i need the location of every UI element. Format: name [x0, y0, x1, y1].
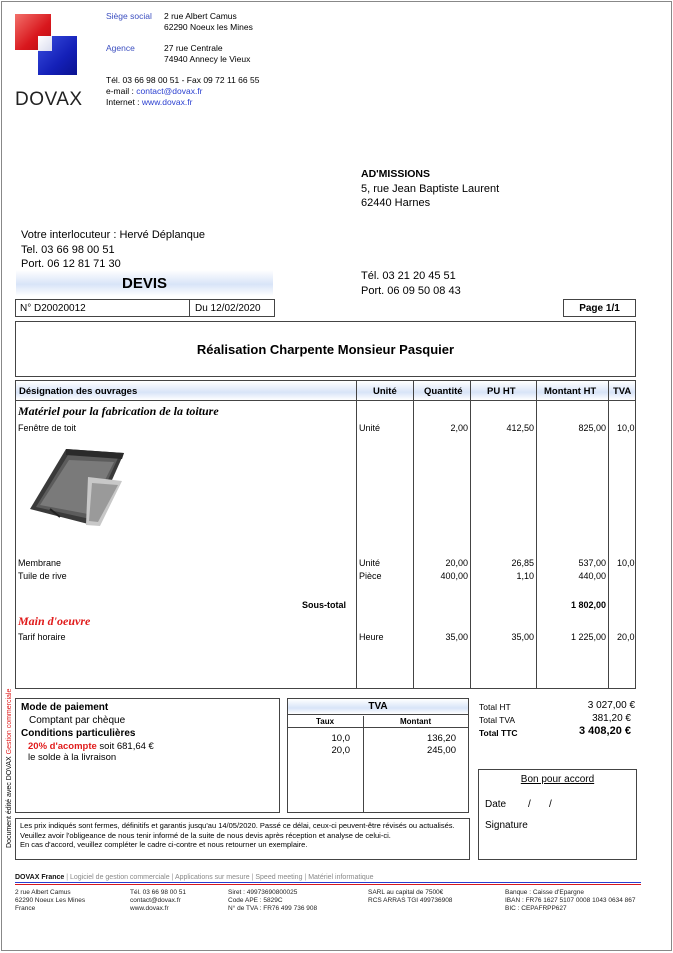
row-quantite: 2,00	[450, 423, 468, 433]
row-montant: 440,00	[578, 571, 606, 581]
total-ht-value: 3 027,00 €	[587, 700, 635, 711]
company-email-line	[106, 86, 259, 97]
quote-title: Réalisation Charpente Monsieur Pasquier	[15, 321, 636, 377]
siege-label: Siège social	[106, 11, 152, 21]
row-montant: 1 225,00	[570, 632, 606, 642]
company-contact	[106, 75, 259, 108]
company-logo-text: DOVAX	[15, 89, 83, 110]
page-number: Page 1/1	[563, 299, 636, 317]
client-phones	[361, 269, 461, 298]
footer-capital	[368, 889, 452, 905]
row-montant: 825,00	[578, 423, 606, 433]
table-header	[16, 381, 635, 401]
company-web-line	[106, 97, 259, 108]
footer-bank	[505, 889, 635, 913]
footer-bar: DOVAX France | Logiciel de gestion commerciale | Applications sur mesure | Speed meeting | Matériel informatique	[15, 874, 374, 881]
footer-text: Code APE : 5829C	[228, 897, 283, 904]
footer-text: France	[15, 905, 36, 912]
tva-row-montant: 245,00	[426, 745, 456, 756]
row-unite: Heure	[359, 632, 384, 642]
row-pu: 1,10	[516, 571, 534, 581]
acompte-amount: soit 681,64 €	[96, 741, 154, 752]
agence-line2: 74940 Annecy le Vieux	[164, 54, 251, 64]
tva-row-taux: 20,0	[331, 745, 350, 756]
footer-link[interactable]: Logiciel de gestion commerciale	[70, 874, 170, 881]
footer-contact	[130, 889, 186, 913]
agence-address	[164, 43, 250, 65]
email-label: e-mail :	[106, 86, 137, 96]
quote-page	[1, 1, 672, 951]
row-montant: 537,00	[578, 558, 606, 568]
row-unite: Unité	[359, 423, 381, 433]
header-montant-ht: Montant HT	[544, 386, 597, 397]
row-pu: 26,85	[511, 558, 534, 568]
tva-col-taux: Taux	[316, 717, 335, 726]
client-tel: Tél. 03 21 20 45 51	[361, 270, 456, 282]
row-quantite: 400,00	[440, 571, 468, 581]
footer-text: RCS ARRAS TGI 499736908	[368, 897, 453, 904]
footer-text: BIC : CEPAFRPP627	[505, 905, 567, 912]
row-quantite: 35,00	[445, 632, 468, 642]
siege-address	[164, 11, 253, 33]
tva-row-montant: 136,20	[426, 733, 456, 744]
internet-label: Internet :	[106, 97, 142, 107]
footer-text: www.dovax.fr	[130, 905, 169, 912]
contact-tel: Tel. 03 66 98 00 51	[21, 243, 115, 256]
tva-subheader	[288, 716, 468, 728]
document-type: DEVIS	[16, 270, 273, 296]
client-port: Port. 06 09 50 08 43	[361, 284, 461, 297]
approval-date-slash: /	[528, 799, 531, 810]
legal-line: En cas d'accord, veuillez compléter le cadre ci-contre et nous retourner un exemplaire.	[20, 840, 308, 849]
vertical-credit	[6, 689, 13, 848]
tva-divider	[363, 716, 364, 813]
footer-brand: DOVAX France	[15, 874, 65, 881]
client-address2: 62440 Harnes	[361, 197, 431, 209]
total-ttc-value: 3 408,20 €	[579, 725, 631, 737]
footer-address	[15, 889, 85, 913]
quote-number: N° D20020012	[15, 299, 190, 317]
footer-link[interactable]: Matériel informatique	[308, 874, 374, 881]
siege-line1: 2 rue Albert Camus	[164, 11, 237, 21]
column-divider	[356, 381, 357, 688]
acompte-line	[28, 741, 154, 752]
client-address1: 5, rue Jean Baptiste Laurent	[361, 182, 500, 195]
footer-legal-ids	[228, 889, 317, 913]
header-tva: TVA	[613, 386, 632, 397]
payment-box	[15, 698, 280, 813]
column-divider	[608, 381, 609, 688]
total-ttc-label: Total TTC	[479, 728, 518, 738]
footer-text: 2 rue Albert Camus	[15, 889, 71, 896]
footer-divider-blue	[15, 882, 641, 883]
company-tel-fax: Tél. 03 66 98 00 51 - Fax 09 72 11 66 55	[106, 75, 260, 85]
tva-box	[287, 698, 469, 813]
contact-person: Votre interlocuteur : Hervé Déplanque	[21, 229, 206, 241]
subtotal-label: Sous-total	[302, 600, 346, 610]
row-unite: Unité	[359, 558, 381, 568]
contact-port: Port. 06 12 81 71 30	[21, 258, 121, 270]
header-quantite: Quantité	[424, 386, 463, 397]
header-designation: Désignation des ouvrages	[19, 386, 138, 397]
approval-date-label: Date	[485, 799, 507, 810]
footer-link[interactable]: Speed meeting	[255, 874, 303, 881]
acompte-percent: 20% d'acompte	[28, 741, 97, 752]
payment-mode: Comptant par chèque	[29, 715, 126, 726]
email-link[interactable]: contact@dovax.fr	[136, 86, 203, 96]
footer-text: N° de TVA : FR76 499 736 908	[228, 905, 318, 912]
tva-title: TVA	[288, 699, 468, 715]
approval-box	[478, 769, 637, 860]
row-unite: Pièce	[359, 571, 382, 581]
logo-overlap	[38, 36, 52, 51]
agence-line1: 27 rue Centrale	[164, 43, 223, 53]
footer-text: Tél. 03 66 98 00 51	[130, 889, 187, 896]
agence-label: Agence	[106, 43, 135, 53]
total-tva-label: Total TVA	[479, 715, 516, 725]
footer-text: 62290 Noeux Les Mines	[15, 897, 86, 904]
items-table	[15, 380, 636, 689]
row-pu: 412,50	[506, 423, 534, 433]
section-materiel: Matériel pour la fabrication de la toiture	[18, 404, 219, 418]
legal-line: Veuillez avoir l'obligeance de nous tenir informé de la suite de nous devis après réception et analyse de celui-ci.	[20, 830, 391, 840]
footer-link[interactable]: Applications sur mesure	[174, 874, 250, 881]
row-designation: Membrane	[18, 558, 62, 568]
conditions-title: Conditions particulières	[21, 728, 136, 739]
footer-text: Siret : 49973690800025	[228, 889, 298, 896]
siege-line2: 62290 Noeux les Mines	[164, 22, 253, 32]
row-designation: Tuile de rive	[18, 571, 67, 581]
legal-line: Les prix indiqués sont fermes, définitifs et garantis jusqu'au 14/05/2020. Passé ce délai, ceux-ci peuvent-être révisés ou actualisés.	[20, 821, 455, 830]
subtotal-value: 1 802,00	[570, 600, 606, 610]
header-pu-ht: PU HT	[487, 386, 516, 397]
roof-window-image	[26, 447, 126, 527]
row-tva: 20,0	[617, 632, 635, 642]
row-tva: 10,0	[617, 558, 635, 568]
website-link[interactable]: www.dovax.fr	[141, 97, 193, 107]
vertical-credit-link[interactable]: Gestion commerciale	[6, 688, 13, 755]
quote-date: Du 12/02/2020	[189, 299, 275, 317]
payment-title: Mode de paiement	[21, 702, 109, 713]
row-quantite: 20,00	[445, 558, 468, 568]
footer-divider-red	[15, 884, 641, 885]
footer-text: SARL au capital de 7500€	[368, 889, 444, 896]
footer-text: IBAN : FR76 1627 5107 0008 1043 0634 867	[505, 897, 636, 904]
contact-block	[21, 228, 205, 272]
client-name: AD'MISSIONS	[361, 168, 431, 180]
approval-signature-label: Signature	[485, 820, 528, 831]
total-tva-value: 381,20 €	[592, 713, 631, 724]
row-designation: Tarif horaire	[18, 632, 66, 642]
client-address	[361, 167, 499, 211]
row-designation: Fenêtre de toit	[18, 423, 77, 433]
tva-row-taux: 10,0	[331, 733, 350, 744]
row-tva: 10,0	[617, 423, 635, 433]
section-main-oeuvre: Main d'oeuvre	[18, 614, 91, 628]
approval-date-slash: /	[549, 799, 552, 810]
row-pu: 35,00	[511, 632, 534, 642]
total-ht-label: Total HT	[479, 702, 511, 712]
approval-title: Bon pour accord	[520, 774, 595, 785]
footer-text: contact@dovax.fr	[130, 897, 181, 904]
tva-col-montant: Montant	[400, 717, 432, 726]
header-unite: Unité	[373, 386, 397, 397]
solde-line: le solde à la livraison	[28, 752, 117, 763]
footer-text: Banque : Caisse d'Epargne	[505, 889, 584, 896]
legal-terms	[15, 818, 470, 860]
vertical-credit-text: Document édité avec DOVAX	[6, 754, 13, 848]
